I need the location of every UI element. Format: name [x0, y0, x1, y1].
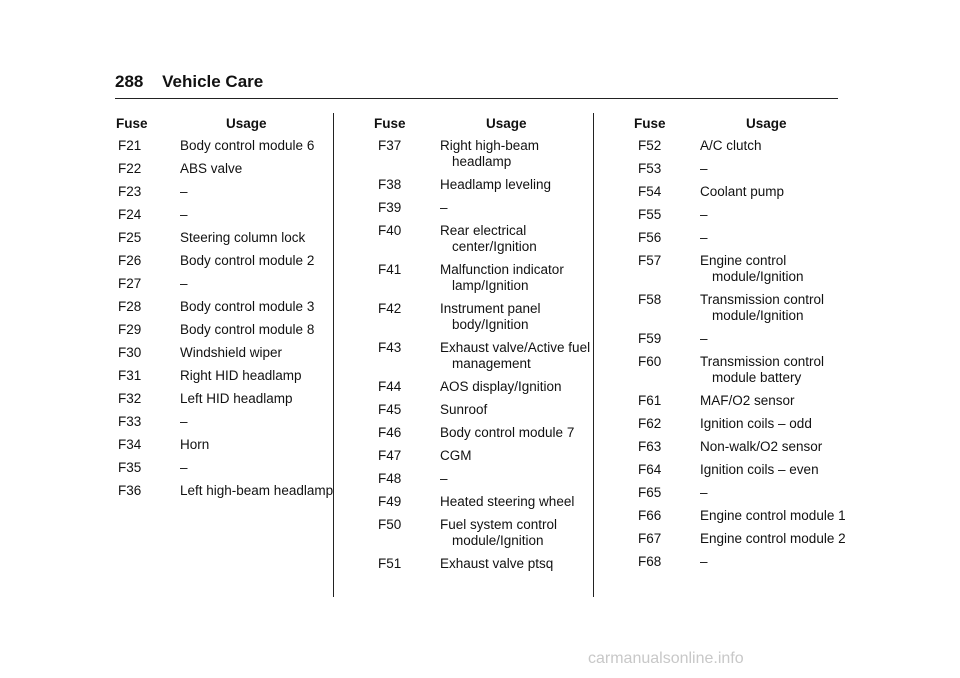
- fuse-usage: Transmission control module battery: [700, 354, 825, 385]
- fuse-id: F52: [638, 138, 662, 153]
- table-row: [638, 161, 848, 177]
- fuse-id: F22: [118, 161, 142, 176]
- page-header: [115, 72, 263, 92]
- fuse-usage: –: [180, 184, 188, 199]
- fuse-id: F61: [638, 393, 662, 408]
- fuse-usage: –: [700, 161, 708, 176]
- table-row: [378, 223, 588, 255]
- fuse-usage: Ignition coils – even: [700, 462, 819, 477]
- fuse-usage: Engine control module 2: [700, 531, 846, 546]
- table-row: [638, 531, 848, 547]
- column-header: [118, 116, 328, 138]
- table-row: [378, 517, 588, 549]
- fuse-id: F27: [118, 276, 142, 291]
- page-number: 288: [115, 72, 144, 91]
- fuse-id: F47: [378, 448, 402, 463]
- table-row: [638, 207, 848, 223]
- fuse-usage: –: [180, 276, 188, 291]
- fuse-id: F21: [118, 138, 142, 153]
- fuse-usage: Ignition coils – odd: [700, 416, 812, 431]
- fuse-usage: Fuel system control module/Ignition: [440, 517, 558, 548]
- table-row: [638, 230, 848, 246]
- fuse-usage: Body control module 8: [180, 322, 315, 337]
- table-row: [378, 200, 588, 216]
- fuse-id: F55: [638, 207, 662, 222]
- table-row: [378, 402, 588, 418]
- fuse-id: F63: [638, 439, 662, 454]
- fuse-usage: Body control module 7: [440, 425, 575, 440]
- fuse-usage: Malfunction indicator lamp/Ignition: [440, 262, 564, 293]
- fuse-id: F40: [378, 223, 402, 238]
- table-row: [118, 230, 328, 246]
- fuse-id: F35: [118, 460, 142, 475]
- table-row: [118, 483, 334, 499]
- fuse-usage: Non-walk/O2 sensor: [700, 439, 823, 454]
- table-row: [118, 322, 328, 338]
- table-row: [118, 299, 328, 315]
- fuse-usage: Sunroof: [440, 402, 488, 417]
- fuse-usage: AOS display/Ignition: [440, 379, 562, 394]
- fuse-id: F53: [638, 161, 662, 176]
- column-header: [374, 116, 588, 138]
- fuse-id: F26: [118, 253, 142, 268]
- fuse-usage: MAF/O2 sensor: [700, 393, 795, 408]
- table-row: [378, 494, 588, 510]
- column-header: [634, 116, 848, 138]
- fuse-usage: Right HID headlamp: [180, 368, 302, 383]
- fuse-id: F45: [378, 402, 402, 417]
- fuse-usage: Rear electrical center/Ignition: [440, 223, 537, 254]
- table-row: [378, 262, 588, 294]
- fuse-usage: Transmission control module/Ignition: [700, 292, 825, 323]
- fuse-usage: –: [440, 471, 448, 486]
- fuse-id: F29: [118, 322, 142, 337]
- fuse-id: F24: [118, 207, 142, 222]
- table-row: [118, 391, 328, 407]
- usage-heading: Usage: [486, 116, 527, 131]
- fuse-rows: [118, 138, 334, 499]
- fuse-usage: Left HID headlamp: [180, 391, 293, 406]
- fuse-id: F34: [118, 437, 142, 452]
- fuse-rows: [638, 138, 848, 570]
- fuse-usage: –: [700, 230, 708, 245]
- fuse-id: F31: [118, 368, 142, 383]
- fuse-usage: –: [700, 554, 708, 569]
- fuse-usage: Windshield wiper: [180, 345, 283, 360]
- fuse-usage: Horn: [180, 437, 210, 452]
- fuse-usage: A/C clutch: [700, 138, 762, 153]
- fuse-id: F41: [378, 262, 402, 277]
- table-row: [378, 425, 588, 441]
- fuse-id: F46: [378, 425, 402, 440]
- fuse-usage: –: [180, 207, 188, 222]
- table-row: [118, 276, 328, 292]
- fuse-id: F43: [378, 340, 402, 355]
- table-row: [378, 379, 588, 395]
- fuse-usage: Left high-beam headlamp: [180, 483, 334, 498]
- fuse-id: F65: [638, 485, 662, 500]
- fuse-usage: –: [180, 460, 188, 475]
- fuse-id: F64: [638, 462, 662, 477]
- fuse-id: F68: [638, 554, 662, 569]
- table-row: [638, 393, 848, 409]
- usage-heading: Usage: [746, 116, 787, 131]
- fuse-id: F25: [118, 230, 142, 245]
- fuse-usage: Right high-beam headlamp: [440, 138, 540, 169]
- fuse-id: F54: [638, 184, 662, 199]
- fuse-id: F62: [638, 416, 662, 431]
- fuse-table-column-3: [634, 116, 848, 577]
- table-row: [118, 368, 328, 384]
- fuse-id: F57: [638, 253, 662, 268]
- table-row: [378, 177, 588, 193]
- fuse-id: F32: [118, 391, 142, 406]
- fuse-id: F37: [378, 138, 402, 153]
- fuse-rows: [378, 138, 591, 572]
- header-rule: [115, 98, 838, 99]
- table-row: [118, 161, 328, 177]
- fuse-table-column-1: [116, 116, 334, 506]
- fuse-id: F42: [378, 301, 402, 316]
- fuse-usage: Headlamp leveling: [440, 177, 552, 192]
- fuse-usage: Body control module 3: [180, 299, 315, 314]
- table-row: [378, 448, 588, 464]
- fuse-id: F49: [378, 494, 402, 509]
- fuse-id: F50: [378, 517, 402, 532]
- fuse-usage: –: [700, 485, 708, 500]
- usage-heading: Usage: [226, 116, 267, 131]
- fuse-usage: Body control module 2: [180, 253, 315, 268]
- table-row: [118, 207, 328, 223]
- fuse-usage: Exhaust valve ptsq: [440, 556, 554, 571]
- fuse-id: F51: [378, 556, 402, 571]
- table-row: [118, 345, 328, 361]
- table-row: [378, 301, 588, 333]
- fuse-id: F23: [118, 184, 142, 199]
- fuse-usage: Steering column lock: [180, 230, 306, 245]
- fuse-id: F66: [638, 508, 662, 523]
- fuse-usage: Heated steering wheel: [440, 494, 575, 509]
- fuse-usage: Engine control module/Ignition: [700, 253, 804, 284]
- table-row: [638, 554, 848, 570]
- table-row: [118, 253, 328, 269]
- fuse-id: F33: [118, 414, 142, 429]
- fuse-heading: Fuse: [116, 116, 148, 131]
- fuse-id: F30: [118, 345, 142, 360]
- fuse-id: F58: [638, 292, 662, 307]
- fuse-id: F59: [638, 331, 662, 346]
- table-row: [378, 340, 591, 372]
- fuse-usage: –: [180, 414, 188, 429]
- fuse-id: F38: [378, 177, 402, 192]
- table-row: [638, 184, 848, 200]
- fuse-id: F39: [378, 200, 402, 215]
- fuse-id: F56: [638, 230, 662, 245]
- table-row: [638, 462, 848, 478]
- table-row: [638, 354, 848, 386]
- table-row: [638, 138, 848, 154]
- fuse-heading: Fuse: [634, 116, 666, 131]
- fuse-usage: Instrument panel body/Ignition: [440, 301, 541, 332]
- table-row: [638, 253, 848, 285]
- table-row: [118, 184, 328, 200]
- fuse-usage: Coolant pump: [700, 184, 785, 199]
- fuse-heading: Fuse: [374, 116, 406, 131]
- table-row: [638, 485, 848, 501]
- fuse-usage: –: [700, 207, 708, 222]
- table-row: [638, 416, 848, 432]
- table-row: [118, 414, 328, 430]
- fuse-id: F44: [378, 379, 402, 394]
- table-row: [118, 437, 328, 453]
- fuse-usage: CGM: [440, 448, 472, 463]
- watermark: carmanualsonline.info: [588, 650, 744, 667]
- table-row: [638, 508, 848, 524]
- fuse-table-column-2: [374, 116, 591, 579]
- table-row: [118, 138, 328, 154]
- fuse-usage: ABS valve: [180, 161, 243, 176]
- table-row: [378, 138, 588, 170]
- fuse-usage: Engine control module 1: [700, 508, 846, 523]
- fuse-usage: Body control module 6: [180, 138, 315, 153]
- fuse-id: F60: [638, 354, 662, 369]
- table-row: [378, 471, 588, 487]
- section-title: Vehicle Care: [162, 72, 264, 91]
- fuse-usage: Exhaust valve/Active fuel management: [440, 340, 591, 371]
- fuse-id: F36: [118, 483, 142, 498]
- table-row: [638, 292, 848, 324]
- fuse-usage: –: [440, 200, 448, 215]
- table-row: [118, 460, 328, 476]
- fuse-id: F28: [118, 299, 142, 314]
- fuse-id: F67: [638, 531, 662, 546]
- fuse-usage: –: [700, 331, 708, 346]
- table-row: [378, 556, 588, 572]
- table-row: [638, 331, 848, 347]
- table-row: [638, 439, 848, 455]
- fuse-id: F48: [378, 471, 402, 486]
